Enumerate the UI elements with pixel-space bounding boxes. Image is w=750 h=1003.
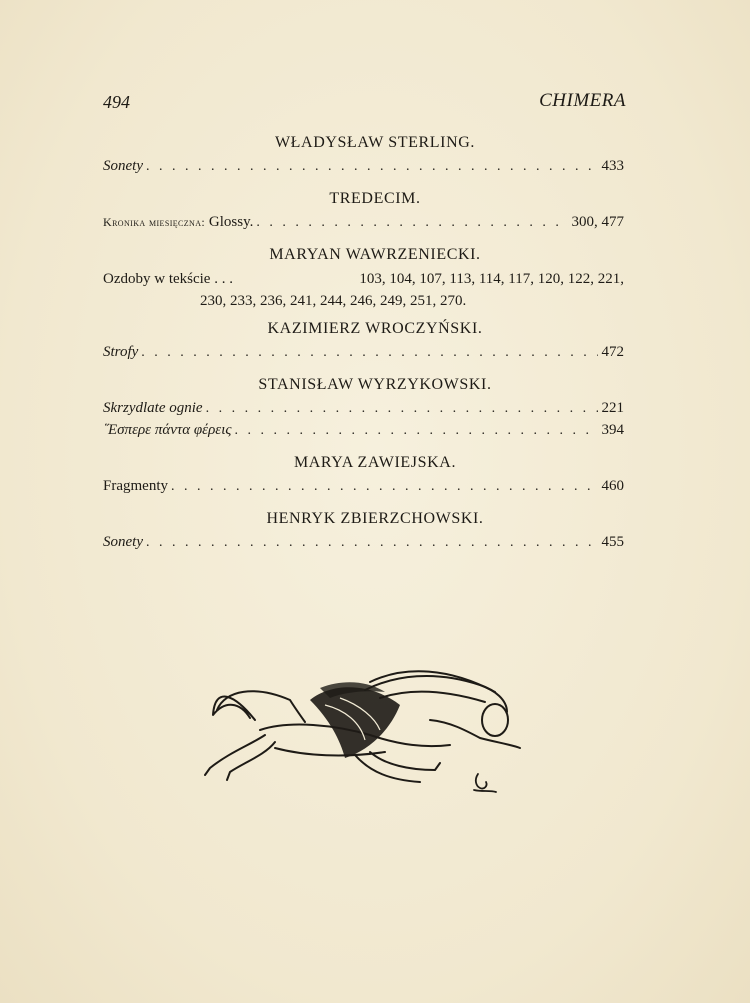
author-heading: HENRYK ZBIERZCHOWSKI.: [266, 510, 484, 527]
index-entry: [103, 422, 624, 444]
index-entry: [103, 344, 624, 366]
index-entry: [103, 478, 624, 500]
index-entry: [103, 158, 624, 180]
entry-pages: 300, 477: [571, 214, 624, 230]
entry-title: Sonety: [103, 158, 143, 174]
entry-title: Sonety: [103, 534, 143, 550]
leader-dots: [146, 159, 598, 175]
entry-title: Strofy: [103, 344, 139, 360]
entry-title: Ozdoby w tekście: [103, 271, 211, 287]
leader-dots: [146, 535, 598, 551]
entry-pages: 433: [601, 158, 624, 174]
entry-title: Skrzydlate ognie: [103, 400, 203, 416]
index-entry-multiline: Ozdoby w tekście . . . 103, 104, 107, 113, 114, 117, 120, 122, 221, 230, 233, 236, 241, 244, 246, 249, 251, 270.: [103, 268, 624, 312]
author-heading: KAZIMIERZ WROCZYŃSKI.: [267, 320, 483, 337]
page-folio: 494: [103, 92, 130, 112]
entry-title: ῞Εσπερε πάντα φέρεις: [103, 422, 232, 438]
entry-title: Fragmenty: [103, 478, 168, 494]
entry-pages: 221: [601, 400, 624, 416]
leader-dots: [171, 479, 598, 495]
entry-pages: 455: [601, 534, 624, 550]
entry-pages: 103, 104, 107, 113, 114, 117, 120, 122, 221,: [359, 271, 624, 287]
running-head: CHIMERA: [539, 90, 626, 111]
author-heading: WŁADYSŁAW STERLING.: [274, 134, 476, 151]
leader-dots: [256, 215, 567, 231]
entry-pages: 460: [601, 478, 624, 494]
index-entry: [103, 214, 624, 236]
index-entry: [103, 400, 624, 422]
entry-pages: 394: [601, 422, 624, 438]
entry-prefix: Kronika miesięczna:: [103, 215, 206, 229]
artist-monogram-icon: [470, 770, 500, 801]
leader-dots: [206, 401, 598, 417]
leader-dots: [234, 423, 597, 439]
author-heading: STANISŁAW WYRZYKOWSKI.: [258, 376, 492, 393]
author-heading: MARYAN WAWRZENIECKI.: [269, 246, 481, 263]
author-heading: MARYA ZAWIEJSKA.: [293, 454, 457, 471]
entry-title: Glossy.: [208, 214, 254, 230]
entry-pages-continued: 230, 233, 236, 241, 244, 246, 249, 251, 270.: [200, 293, 467, 309]
leader-dots: [141, 345, 597, 361]
entry-pages: 472: [601, 344, 624, 360]
author-heading: TREDECIM.: [329, 190, 421, 207]
index-entry: [103, 534, 624, 556]
